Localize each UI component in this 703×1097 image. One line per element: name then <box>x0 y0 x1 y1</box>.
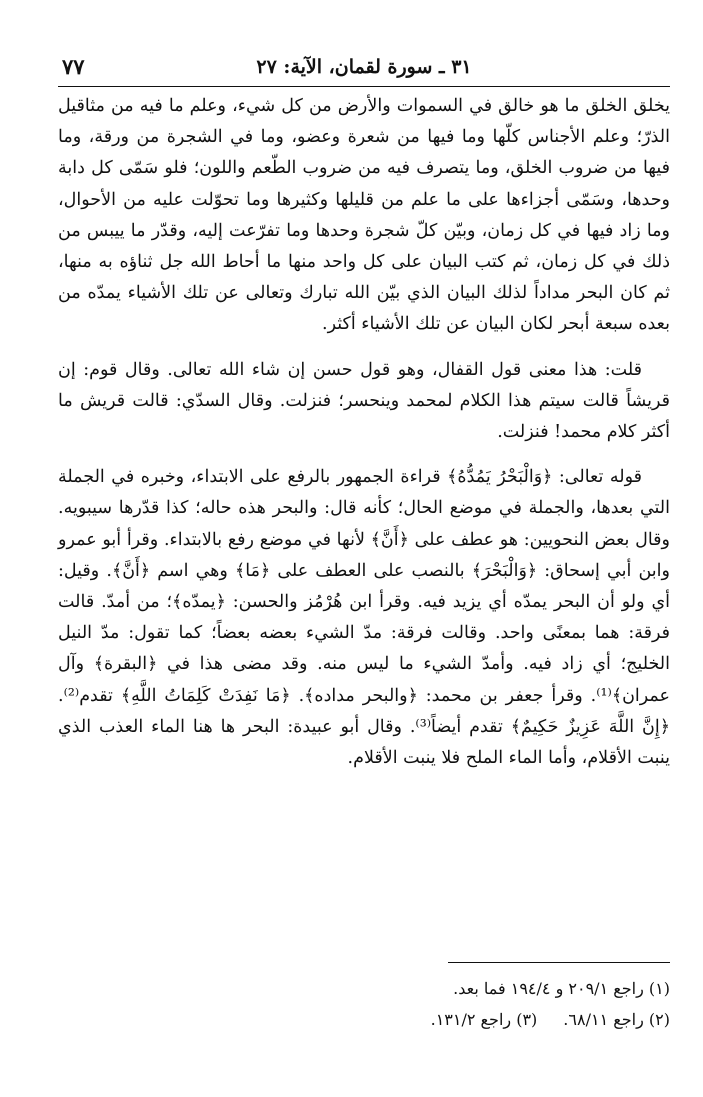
book-page <box>58 50 670 1050</box>
main-text <box>58 91 670 774</box>
paragraph-3: قوله تعالى: ﴿وَالْبَحْرُ يَمُدُّهُ﴾ قراءة الجمهور بالرفع على الابتداء، وخبره في الجملة التي بعدها، والجملة في موضع الحال؛ كأنه قال: والبحر هذه حاله؛ كذا قدّرها سيبويه. وقال بعض النحويين: هو عطف على ﴿أَنَّ﴾ لأنها في موضع رفع بالابتداء. وقرأ أبو عمرو وابن أبي إسحاق: ﴿وَالْبَحْرَ﴾ بالنصب على العطف على ﴿مَا﴾ وهي اسم ﴿أَنَّ﴾. وقيل: أي ولو أن البحر يمدّه أي يزيد فيه. وقرأ ابن هُرْمُز والحسن: ﴿يمدّه﴾؛ من أمدّ. قالت فرقة: هما بمعنًى واحد. وقالت فرقة: مدّ الشيء بعضه بعضاً؛ كما تقول: مدّ النيل الخليج؛ أي زاد فيه. وأمدّ الشيء ما ليس منه. وقد مضى هذا في ﴿البقرة﴾ وآل عمران﴾⁽¹⁾. وقرأ جعفر بن محمد: ﴿والبحر مداده﴾. ﴿مَا نَفِدَتْ كَلِمَاتُ اللَّهِ﴾ تقدم⁽²⁾. ﴿إِنَّ اللَّهَ عَزِيزٌ حَكِيمٌ﴾ تقدم أيضاً⁽³⁾. وقال أبو عبيدة: البحر ها هنا الماء العذب الذي ينبت الأقلام، وأما الماء الملح فلا ينبت الأقلام. <box>58 467 671 769</box>
footnote-divider <box>448 962 670 963</box>
footnote-2: (٢) راجع ٦٨/١١. <box>563 1010 670 1029</box>
running-title: ٣١ ـ سورة لقمان، الآية: ٢٧ <box>256 56 472 78</box>
footnote-line-2 <box>58 1004 670 1035</box>
page-header <box>58 50 670 87</box>
paragraph-2: قلت: هذا معنى قول القفال، وهو قول حسن إن شاء الله تعالى. وقال قوم: إن قريشاً قالت سيتم هذا الكلام لمحمد وينحسر؛ فنزلت. وقال السدّي: قالت قريش ما أكثر كلام محمد! فنزلت. <box>58 359 670 443</box>
footnotes <box>58 973 670 1035</box>
paragraph-1: يخلق الخلق ما هو خالق في السموات والأرض من كل شيء، وعلم ما فيه من مثاقيل الذرّ؛ وعلم الأجناس كلّها وما فيها من شعرة وعضو، وما في الشجرة من ورقة، وما فيها من ضروب الخلق، وما يتصرف فيه من ضروب الطّعم واللون؛ فلو سَمّى كل دابة وحدها، وسَمّى أجزاءها على ما علم من قليلها وكثيرها وما تحوّلت عليه من الأحوال، وما زاد فيها في كل زمان، وبيّن كلّ شجرة وحدها وما تفرّعت إليه، وقدّر ما ييبس من ذلك في كل زمان، ثم كتب البيان على كل واحد منها ما أحاط الله جل ثناؤه به منها، ثم كان البحر مداداً لذلك البيان الذي بيّن الله تبارك وتعالى عن تلك الأشياء يمدّه من بعده سبعة أبحر لكان البيان عن تلك الأشياء أكثر. <box>58 96 670 335</box>
footnote-1: (١) راجع ٢٠٩/١ و ١٩٤/٤ فما بعد. <box>453 979 670 998</box>
footnote-3: (٣) راجع ١٣١/٢. <box>430 1010 538 1029</box>
page-number: ٧٧ <box>62 54 85 79</box>
